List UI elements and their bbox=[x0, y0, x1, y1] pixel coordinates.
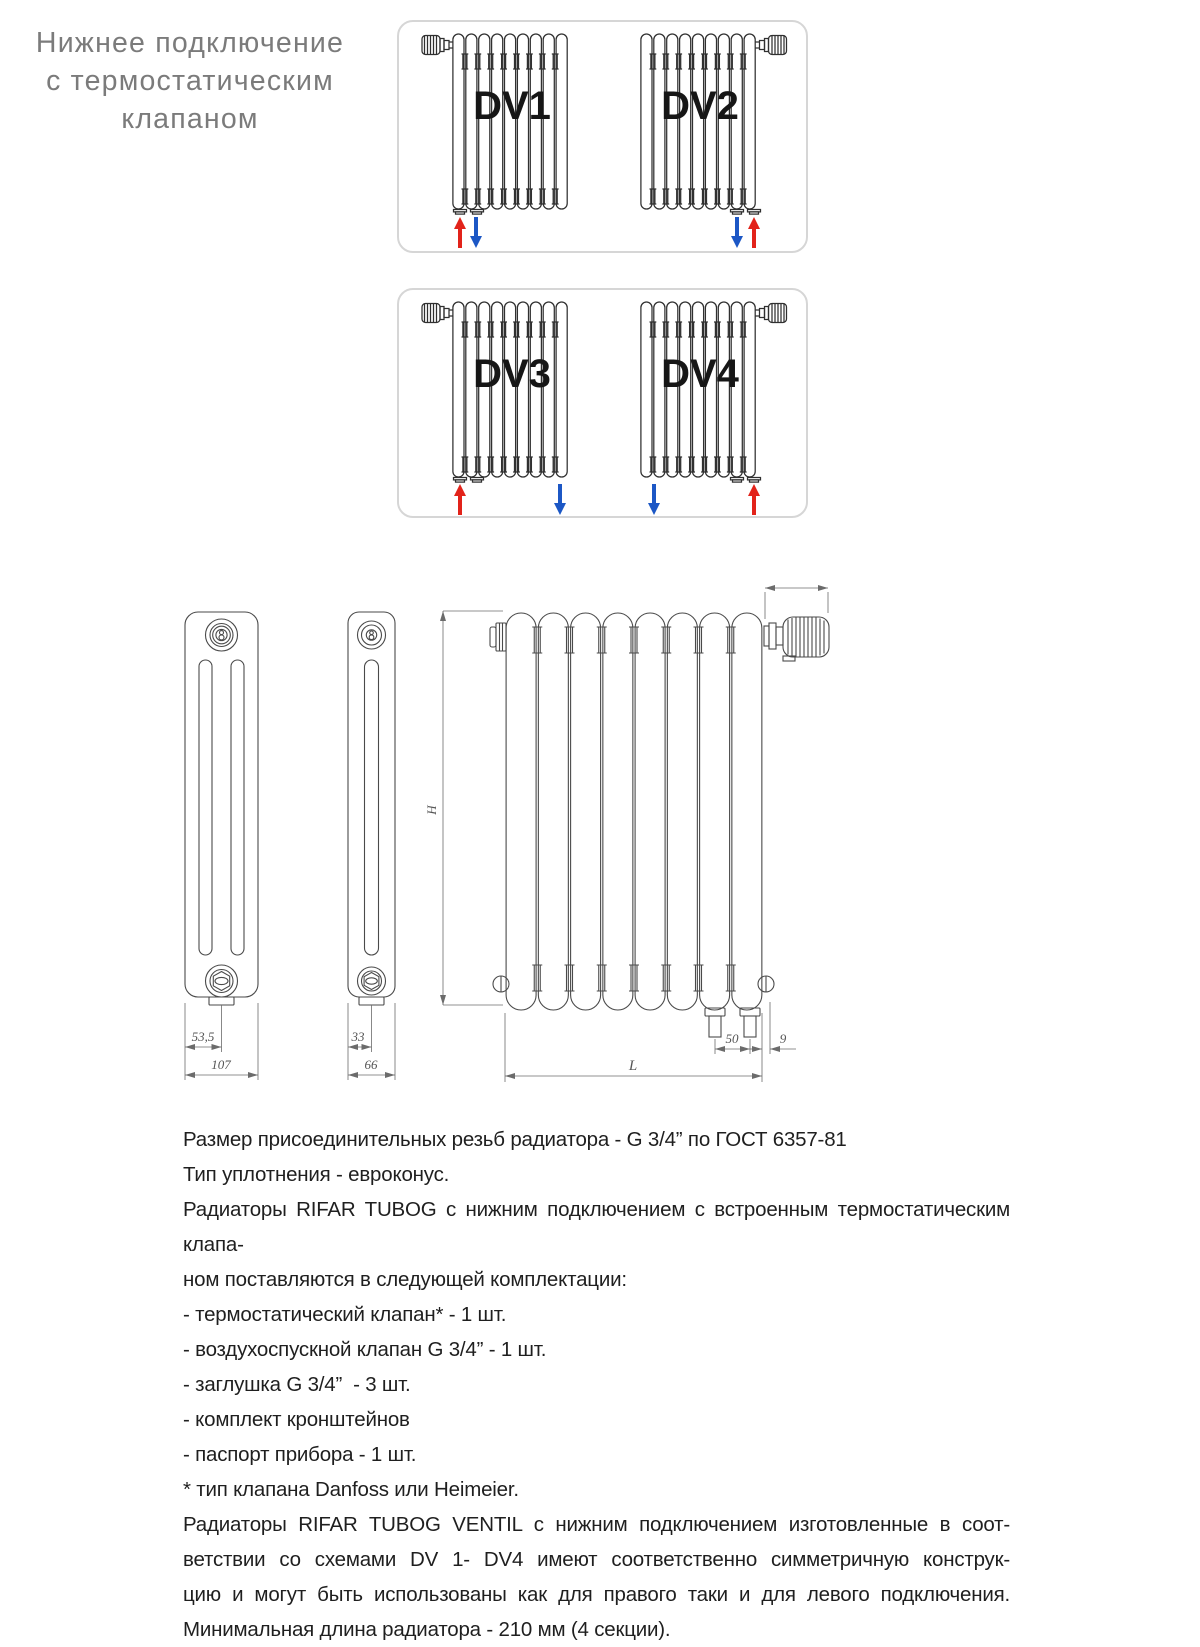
dim-107: 107 bbox=[211, 1057, 231, 1072]
connection-schemes-box-top bbox=[397, 20, 808, 253]
spec-list-item: - воздухоспускной клапан G 3/4” - 1 шт. bbox=[183, 1338, 547, 1361]
dv1-dv2-diagram bbox=[399, 22, 806, 251]
spec-list-item: - комплект кронштейнов bbox=[183, 1408, 410, 1431]
scheme-label-dv1: DV1 bbox=[473, 84, 551, 128]
dim-66: 66 bbox=[364, 1057, 378, 1072]
air-vent-plug bbox=[490, 623, 506, 651]
side-view-narrow bbox=[348, 612, 395, 1005]
connection-schemes-box-bottom bbox=[397, 288, 808, 518]
dim-50: 50 bbox=[725, 1031, 739, 1046]
spec-line: Радиаторы RIFAR TUBOG с нижним подключением с встроенным термостатическим клапа- bbox=[183, 1198, 1010, 1256]
air-vent-icon bbox=[370, 631, 374, 635]
supply-up-arrow bbox=[748, 484, 760, 515]
dim-height-h: H bbox=[424, 805, 439, 815]
page-title-line: клапаном bbox=[121, 103, 259, 135]
dim-53-5: 53,5 bbox=[191, 1029, 215, 1044]
dim-length-l: L bbox=[628, 1058, 638, 1074]
scheme-label-dv4: DV4 bbox=[661, 352, 739, 396]
dv3-dv4-diagram bbox=[399, 290, 806, 516]
page-title-line: с термостатическим bbox=[46, 65, 334, 97]
side-view-wide bbox=[185, 612, 258, 1005]
spec-line: Тип уплотнения - евроконус. bbox=[183, 1163, 450, 1186]
thermostatic-valve-icon bbox=[422, 36, 453, 55]
return-down-arrow bbox=[648, 484, 660, 515]
spec-line: Минимальная длина радиатора - 210 мм (4 секции). bbox=[183, 1618, 671, 1641]
spec-line: цию и могут быть использованы как для правого таки и для левого подключения. bbox=[183, 1583, 1010, 1606]
supply-up-arrow bbox=[454, 484, 466, 515]
thermostatic-valve-icon bbox=[422, 304, 453, 323]
thermostatic-valve-icon bbox=[756, 304, 787, 323]
front-view-radiator bbox=[490, 613, 829, 1037]
return-down-arrow bbox=[470, 217, 482, 248]
plug-hex-icon bbox=[364, 973, 379, 990]
page-title bbox=[20, 24, 360, 138]
spec-line: Радиаторы RIFAR TUBOG VENTIL с нижним подключением изготовленные в соот- bbox=[183, 1513, 1010, 1536]
thermostatic-valve-head bbox=[764, 617, 829, 661]
scheme-label-dv3: DV3 bbox=[473, 352, 551, 396]
spec-footnote: * тип клапана Danfoss или Heimeier. bbox=[183, 1478, 519, 1501]
scheme-label-dv2: DV2 bbox=[661, 84, 739, 128]
technical-drawing bbox=[165, 555, 855, 1095]
return-down-arrow bbox=[554, 484, 566, 515]
spec-line: ветствии со схемами DV 1- DV4 имеют соответственно симметричную конструк- bbox=[183, 1548, 1010, 1571]
plug-hex-icon bbox=[213, 972, 229, 991]
spec-list-item: - термостатический клапан* - 1 шт. bbox=[183, 1303, 507, 1326]
dim-33: 33 bbox=[351, 1029, 365, 1044]
return-down-arrow bbox=[731, 217, 743, 248]
spec-list-item: - заглушка G 3/4” - 3 шт. bbox=[183, 1373, 411, 1396]
air-vent-icon bbox=[220, 631, 224, 635]
supply-up-arrow bbox=[454, 217, 466, 248]
page-title-line: Нижнее подключение bbox=[35, 27, 345, 59]
specifications-text bbox=[183, 1122, 1010, 1647]
spec-line: ном поставляются в следующей комплектации: bbox=[183, 1268, 627, 1291]
thermostatic-valve-icon bbox=[756, 36, 787, 55]
dim-9: 9 bbox=[779, 1031, 787, 1046]
spec-list-item: - паспорт прибора - 1 шт. bbox=[183, 1443, 417, 1466]
supply-up-arrow bbox=[748, 217, 760, 248]
spec-line: Размер присоединительных резьб радиатора - G 3/4” по ГОСТ 6357-81 bbox=[183, 1128, 847, 1151]
